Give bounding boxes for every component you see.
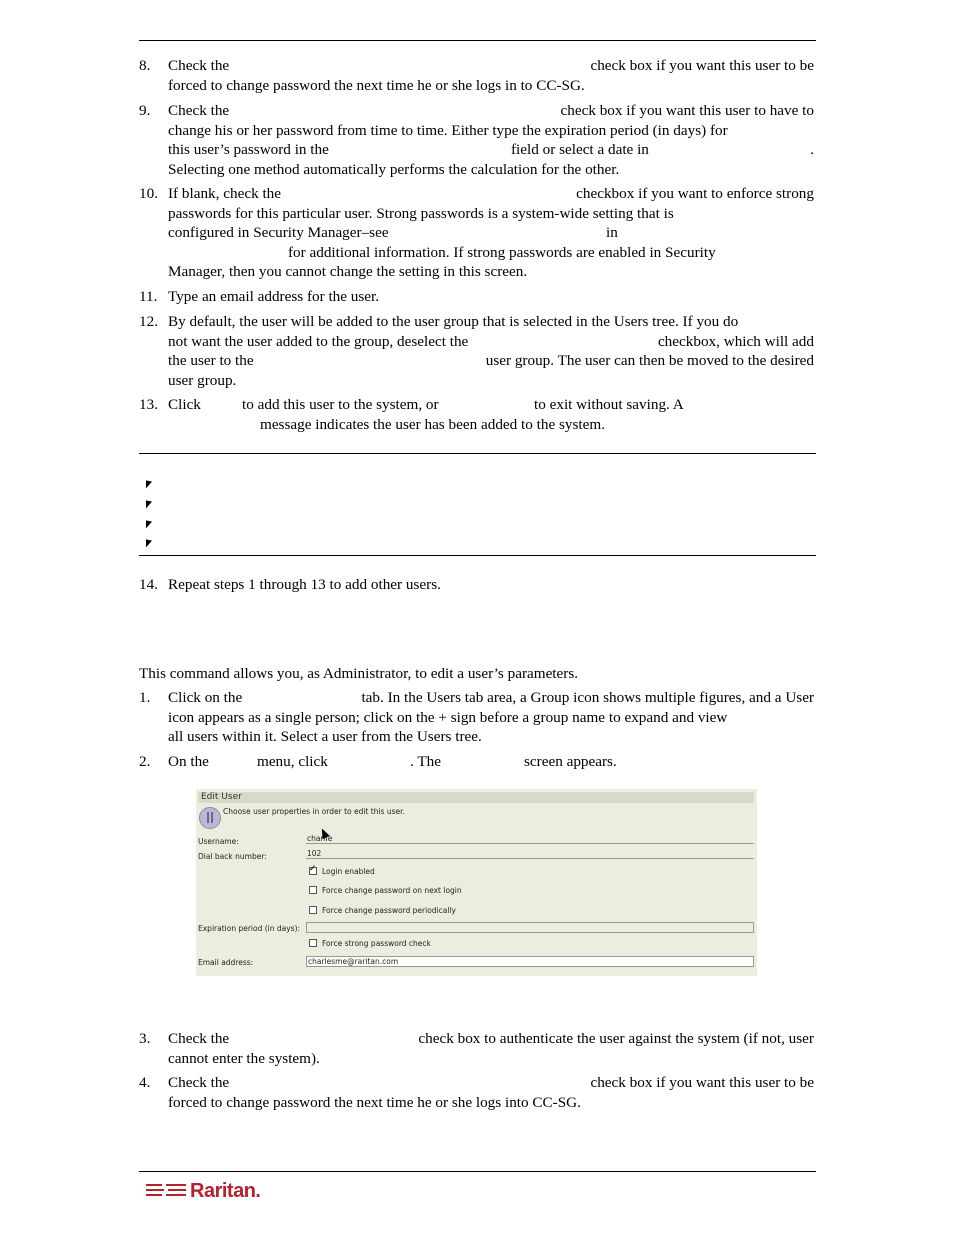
step-13: 13. Click to add this user to the system, or to exit without saving. A message indicates the user has been added to the system. bbox=[139, 396, 684, 433]
force-change-next-checkbox[interactable]: Force change password on next login bbox=[309, 886, 462, 896]
checkbox-icon bbox=[309, 906, 317, 914]
bullet-arrow-icon bbox=[146, 478, 152, 490]
logo-wordmark: Raritan. bbox=[190, 1179, 261, 1202]
edit-step-2: 2. On the menu, click . The screen appears. bbox=[139, 753, 617, 770]
edit-step-1: 1. Click on the tab. In the Users tab area, a Group icon shows multiple figures, and a User icon appears as a single person; click on the + sign before a group name to expand and view all users within it. Select a user from the Users tree. bbox=[139, 689, 814, 746]
dialback-label: Dial back number: bbox=[198, 852, 267, 861]
force-change-periodic-checkbox[interactable]: Force change password periodically bbox=[309, 906, 456, 916]
intro-paragraph: This command allows you, as Administrator, to edit a user’s parameters. bbox=[139, 665, 579, 682]
force-strong-checkbox[interactable]: Force strong password check bbox=[309, 939, 431, 949]
username-label: Username: bbox=[198, 837, 239, 846]
raritan-mark-icon bbox=[146, 1181, 190, 1201]
edit-step-3: 3. Check the check box to authenticate the user against the system (if not, user cannot enter the system). bbox=[139, 1030, 814, 1067]
raritan-logo bbox=[146, 1180, 260, 1202]
expiration-label: Expiration period (in days): bbox=[198, 924, 301, 933]
user-icon bbox=[199, 807, 221, 829]
bullet-arrow-icon bbox=[146, 518, 152, 530]
header-rule bbox=[139, 40, 816, 41]
expiration-field[interactable] bbox=[306, 922, 754, 933]
step-11: 11. Type an email address for the user. bbox=[139, 288, 380, 305]
dialback-field[interactable]: 102 bbox=[306, 849, 754, 859]
step-14: 14. Repeat steps 1 through 13 to add other users. bbox=[139, 576, 441, 593]
step-8: 8. Check the check box if you want this user to be forced to change password the next time he or she logs in to CC-SG. bbox=[139, 57, 814, 94]
edit-user-screenshot bbox=[196, 789, 757, 976]
checkbox-checked-icon bbox=[309, 867, 317, 875]
panel-title: Edit User bbox=[198, 792, 754, 803]
step-12: 12. By default, the user will be added to the user group that is selected in the Users tree. If you do not want the user added to the group, deselect the checkbox, which will add the user to the user group. The user can then be moved to the desired user group. bbox=[139, 313, 814, 389]
step-9: 9. Check the check box if you want this user to have to change his or her password from time to time. Either type the expiration period (in days) for this user’s password in the field or select a date in . Selecting one method automatically performs the calculation for the other. bbox=[139, 102, 814, 178]
step-10: 10. If blank, check the checkbox if you want to enforce strong passwords for this particular user. Strong passwords is a system-wide setting that is configured in Security Manager–see in for additional information. If strong passwords are enabled in Security Manager, then you cannot change the setting in this screen. bbox=[139, 185, 814, 281]
bullet-arrow-icon bbox=[146, 498, 152, 510]
checkbox-icon bbox=[309, 886, 317, 894]
email-label: Email address: bbox=[198, 958, 254, 967]
checkbox-icon bbox=[309, 939, 317, 947]
bullet-arrow-icon bbox=[146, 537, 152, 549]
footer-rule bbox=[139, 1171, 816, 1172]
email-field[interactable]: charlesme@raritan.com bbox=[306, 956, 754, 967]
username-field[interactable]: charlie bbox=[306, 834, 754, 844]
note-rule-top bbox=[139, 453, 816, 454]
step-number: 8. bbox=[139, 57, 151, 74]
edit-step-4: 4. Check the check box if you want this user to be forced to change password the next time he or she logs into CC-SG. bbox=[139, 1074, 814, 1111]
login-enabled-checkbox[interactable]: ✓Login enabled bbox=[309, 867, 375, 877]
panel-instruction: Choose user properties in order to edit this user. bbox=[223, 807, 405, 816]
note-rule-bottom bbox=[139, 555, 816, 556]
